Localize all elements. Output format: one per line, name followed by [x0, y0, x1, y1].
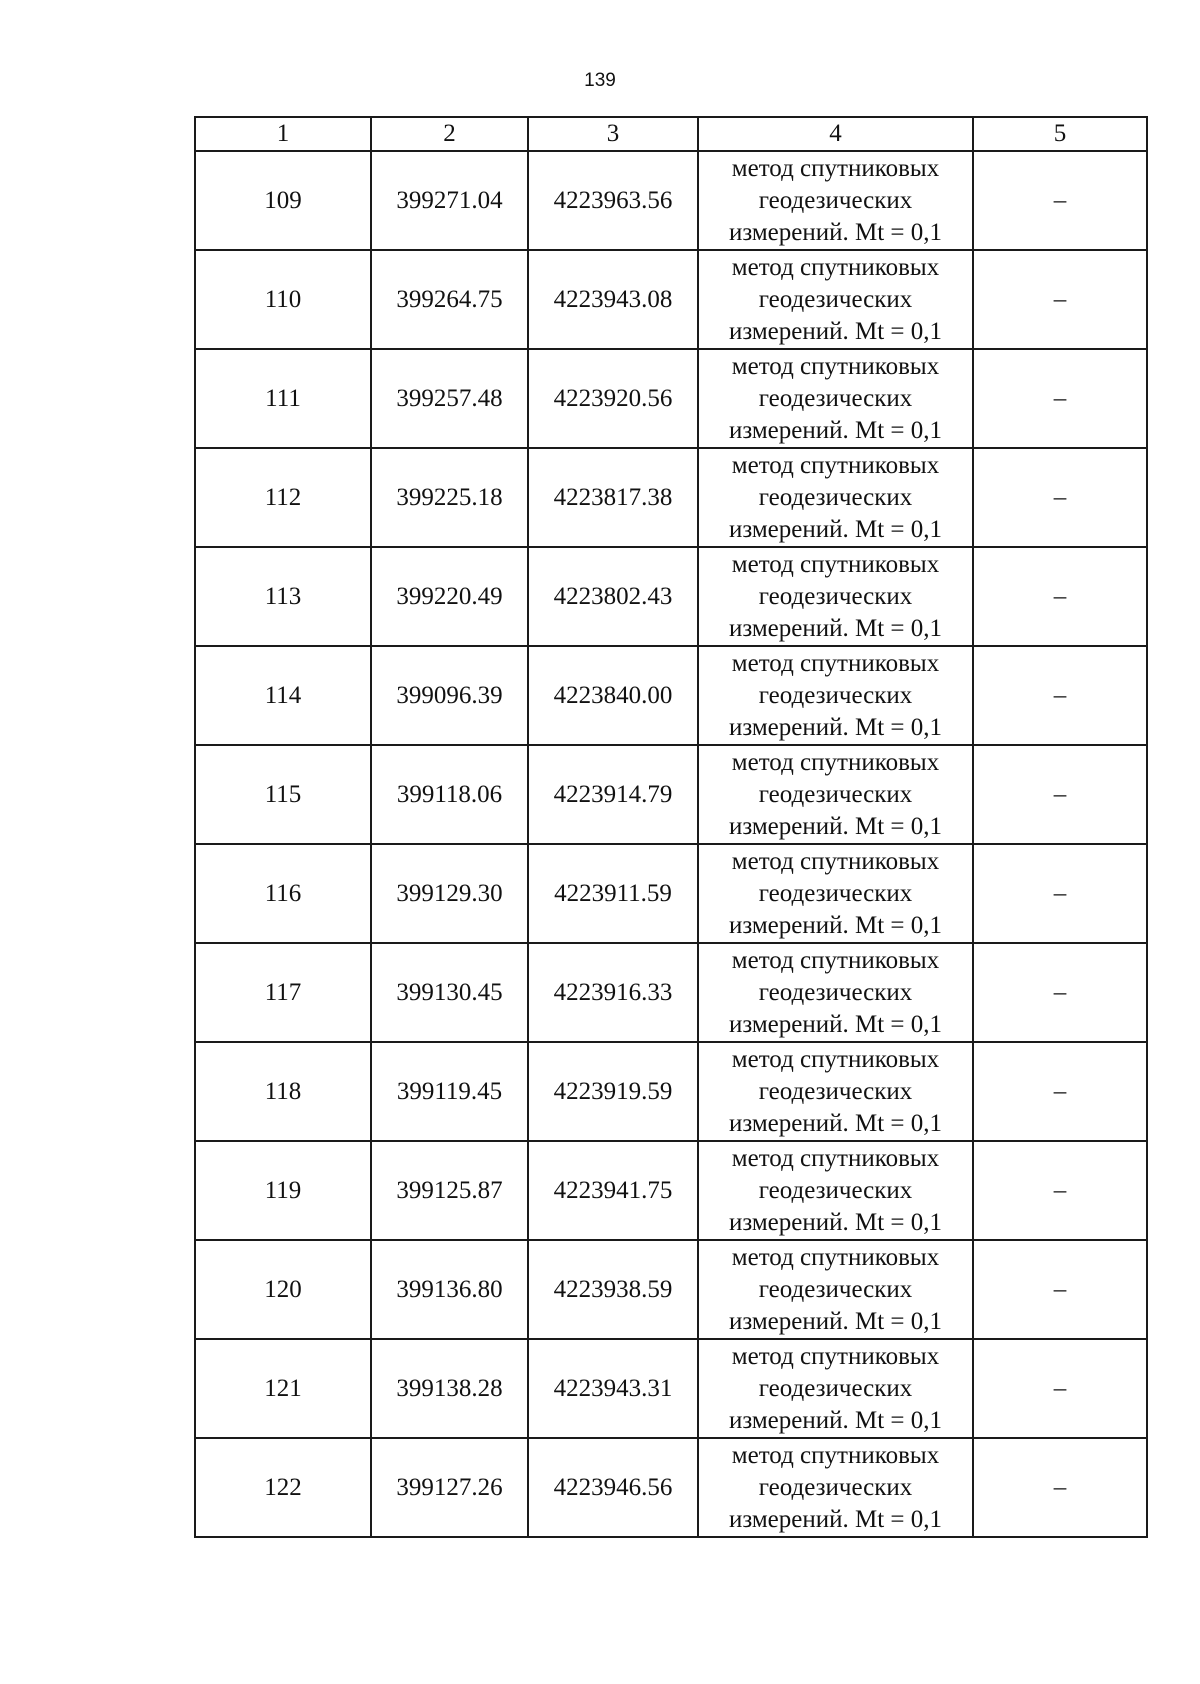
y-coordinate-cell: 4223941.75	[528, 1141, 698, 1240]
y-coordinate-cell: 4223963.56	[528, 151, 698, 250]
method-text-line: метод спутниковых	[731, 1243, 940, 1271]
y-coordinate-cell: 4223817.38	[528, 448, 698, 547]
y-coordinate-cell: 4223943.08	[528, 250, 698, 349]
point-number-cell: 119	[195, 1141, 371, 1240]
y-coordinate-cell: 4223943.31	[528, 1339, 698, 1438]
y-coordinate-cell: 4223920.56	[528, 349, 698, 448]
method-text-line: метод спутниковых	[731, 550, 940, 578]
method-text-line: геодезических	[758, 186, 913, 214]
method-text-line: геодезических	[758, 1473, 913, 1501]
x-coordinate-cell: 399130.45	[371, 943, 528, 1042]
point-number-cell: 114	[195, 646, 371, 745]
x-coordinate-cell: 399138.28	[371, 1339, 528, 1438]
method-cell	[698, 943, 973, 1042]
y-coordinate-cell: 4223840.00	[528, 646, 698, 745]
method-text-line: измерений. Mt = 0,1	[728, 1109, 943, 1137]
column-header-4: 4	[698, 117, 973, 151]
method-text-line: метод спутниковых	[731, 1045, 940, 1073]
y-coordinate-cell: 4223914.79	[528, 745, 698, 844]
method-text-line: метод спутниковых	[731, 1441, 940, 1469]
table-row	[195, 547, 1147, 646]
point-number-cell: 109	[195, 151, 371, 250]
method-text-line: измерений. Mt = 0,1	[728, 812, 943, 840]
method-text-line: метод спутниковых	[731, 847, 940, 875]
y-coordinate-cell: 4223911.59	[528, 844, 698, 943]
note-cell: –	[973, 1240, 1147, 1339]
method-cell	[698, 1438, 973, 1537]
point-number-cell: 121	[195, 1339, 371, 1438]
y-coordinate-cell: 4223916.33	[528, 943, 698, 1042]
point-number-cell: 115	[195, 745, 371, 844]
method-cell	[698, 151, 973, 250]
method-text-line: метод спутниковых	[731, 451, 940, 479]
note-cell: –	[973, 1042, 1147, 1141]
method-cell	[698, 250, 973, 349]
method-text-line: геодезических	[758, 1374, 913, 1402]
method-text-line: геодезических	[758, 1077, 913, 1105]
method-text-line: измерений. Mt = 0,1	[728, 1208, 943, 1236]
method-cell	[698, 646, 973, 745]
point-number-cell: 117	[195, 943, 371, 1042]
table-row	[195, 1042, 1147, 1141]
method-text-line: метод спутниковых	[731, 352, 940, 380]
method-text-line: геодезических	[758, 285, 913, 313]
point-number-cell: 118	[195, 1042, 371, 1141]
method-text-line: измерений. Mt = 0,1	[728, 1406, 943, 1434]
method-text-line: измерений. Mt = 0,1	[728, 614, 943, 642]
point-number-cell: 122	[195, 1438, 371, 1537]
method-text-line: измерений. Mt = 0,1	[728, 515, 943, 543]
method-text-line: измерений. Mt = 0,1	[728, 713, 943, 741]
x-coordinate-cell: 399127.26	[371, 1438, 528, 1537]
table-row	[195, 1240, 1147, 1339]
method-cell	[698, 1240, 973, 1339]
x-coordinate-cell: 399136.80	[371, 1240, 528, 1339]
method-text-line: измерений. Mt = 0,1	[728, 1010, 943, 1038]
column-header-5: 5	[973, 117, 1147, 151]
method-text-line: измерений. Mt = 0,1	[728, 1307, 943, 1335]
table-row	[195, 349, 1147, 448]
x-coordinate-cell: 399096.39	[371, 646, 528, 745]
y-coordinate-cell: 4223919.59	[528, 1042, 698, 1141]
column-header-3: 3	[528, 117, 698, 151]
note-cell: –	[973, 448, 1147, 547]
method-text-line: метод спутниковых	[731, 748, 940, 776]
x-coordinate-cell: 399125.87	[371, 1141, 528, 1240]
method-cell	[698, 349, 973, 448]
table-header-row	[195, 117, 1147, 151]
note-cell: –	[973, 844, 1147, 943]
column-header-2: 2	[371, 117, 528, 151]
method-cell	[698, 745, 973, 844]
method-text-line: метод спутниковых	[731, 946, 940, 974]
method-cell	[698, 1042, 973, 1141]
table-row	[195, 1339, 1147, 1438]
note-cell: –	[973, 1141, 1147, 1240]
method-text-line: метод спутниковых	[731, 649, 940, 677]
point-number-cell: 113	[195, 547, 371, 646]
method-text-line: геодезических	[758, 1275, 913, 1303]
note-cell: –	[973, 250, 1147, 349]
method-cell	[698, 448, 973, 547]
method-text-line: измерений. Mt = 0,1	[728, 416, 943, 444]
x-coordinate-cell: 399264.75	[371, 250, 528, 349]
method-text-line: измерений. Mt = 0,1	[728, 218, 943, 246]
coordinates-table-container	[194, 116, 1146, 1538]
note-cell: –	[973, 745, 1147, 844]
method-text-line: измерений. Mt = 0,1	[728, 317, 943, 345]
x-coordinate-cell: 399225.18	[371, 448, 528, 547]
x-coordinate-cell: 399119.45	[371, 1042, 528, 1141]
table-row	[195, 745, 1147, 844]
y-coordinate-cell: 4223938.59	[528, 1240, 698, 1339]
method-text-line: геодезических	[758, 582, 913, 610]
point-number-cell: 116	[195, 844, 371, 943]
coordinates-table	[194, 116, 1148, 1538]
method-text-line: геодезических	[758, 978, 913, 1006]
note-cell: –	[973, 1339, 1147, 1438]
y-coordinate-cell: 4223946.56	[528, 1438, 698, 1537]
note-cell: –	[973, 646, 1147, 745]
method-cell	[698, 844, 973, 943]
point-number-cell: 112	[195, 448, 371, 547]
note-cell: –	[973, 547, 1147, 646]
table-row	[195, 1438, 1147, 1537]
method-text-line: измерений. Mt = 0,1	[728, 1505, 943, 1533]
note-cell: –	[973, 1438, 1147, 1537]
y-coordinate-cell: 4223802.43	[528, 547, 698, 646]
x-coordinate-cell: 399220.49	[371, 547, 528, 646]
method-text-line: геодезических	[758, 1176, 913, 1204]
method-cell	[698, 1339, 973, 1438]
x-coordinate-cell: 399129.30	[371, 844, 528, 943]
method-text-line: измерений. Mt = 0,1	[728, 911, 943, 939]
point-number-cell: 111	[195, 349, 371, 448]
method-text-line: геодезических	[758, 384, 913, 412]
note-cell: –	[973, 943, 1147, 1042]
x-coordinate-cell: 399118.06	[371, 745, 528, 844]
page-number: 139	[584, 70, 616, 91]
table-row	[195, 943, 1147, 1042]
table-row	[195, 844, 1147, 943]
column-header-1: 1	[195, 117, 371, 151]
table-body	[195, 151, 1147, 1537]
table-row	[195, 151, 1147, 250]
method-text-line: метод спутниковых	[731, 154, 940, 182]
table-row	[195, 646, 1147, 745]
method-text-line: геодезических	[758, 681, 913, 709]
point-number-cell: 120	[195, 1240, 371, 1339]
method-text-line: геодезических	[758, 483, 913, 511]
table-row	[195, 1141, 1147, 1240]
method-text-line: геодезических	[758, 780, 913, 808]
point-number-cell: 110	[195, 250, 371, 349]
method-text-line: метод спутниковых	[731, 1342, 940, 1370]
x-coordinate-cell: 399271.04	[371, 151, 528, 250]
method-text-line: метод спутниковых	[731, 253, 940, 281]
method-text-line: метод спутниковых	[731, 1144, 940, 1172]
note-cell: –	[973, 349, 1147, 448]
method-cell	[698, 1141, 973, 1240]
table-row	[195, 250, 1147, 349]
note-cell: –	[973, 151, 1147, 250]
method-text-line: геодезических	[758, 879, 913, 907]
method-cell	[698, 547, 973, 646]
table-row	[195, 448, 1147, 547]
x-coordinate-cell: 399257.48	[371, 349, 528, 448]
